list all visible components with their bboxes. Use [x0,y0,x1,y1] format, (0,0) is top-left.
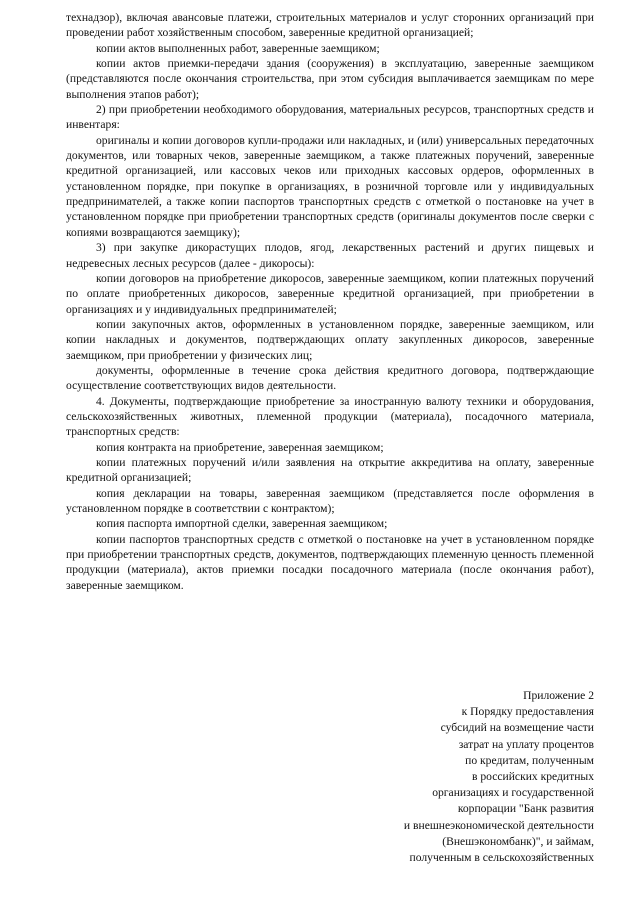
appendix-line: затрат на уплату процентов [458,737,594,751]
paragraph: оригиналы и копии договоров купли-продажи или накладных, и (или) универсальных передаточных документов, или товарных чеков, заверенные заемщиком, а также платежных поручений, заверенные кредитной организацией, или кассовых чеков или приходных кассовых ордеров, оформленных в установленном порядке, при покупке в организациях, в розничной торговле или у индивидуальных предпринимателей, а также копии паспортов транспортных средств с отметкой о постановке на учет в установленном порядке при приобретении транспортных средств (оригиналы документов после сверки с копиями возвращаются заемщику); [66,133,594,239]
paragraph: копии платежных поручений и/или заявления на открытие аккредитива на оплату, заверенные кредитной организацией; [66,455,594,485]
appendix-title: Приложение 2 [523,689,594,702]
appendix-line: корпорации "Банк развития [457,802,594,816]
paragraph: 4. Документы, подтверждающие приобретение за иностранную валюту техники и оборудования, сельскохозяйственных животных, племенной продукции (материала), посадочного материала, транспортных средств: [66,394,594,439]
appendix-line: и внешнеэкономической деятельности [403,818,594,832]
paragraph: 3) при закупке дикорастущих плодов, ягод, лекарственных растений и других пищевых и недревесных лесных ресурсов (далее - дикоросы): [66,241,594,270]
document-body [66,10,594,593]
paragraph: копия паспорта импортной сделки, заверенная заемщиком; [96,517,388,531]
appendix-header [334,688,594,866]
paragraph: копии актов выполненных работ, заверенные заемщиком; [96,41,380,55]
paragraph: копии договоров на приобретение дикоросов, заверенные заемщиком, копии платежных поручений по оплате приобретенных дикоросов, заверенные кредитной организацией, при приобретении в организациях и у индивидуальных предпринимателей; [66,271,594,316]
appendix-line: к Порядку предоставления [461,705,594,719]
appendix-line: в российских кредитных [471,770,594,784]
appendix-line: организациях и государственной [432,786,594,800]
paragraph: копии паспортов транспортных средств с отметкой о постановке на учет в установленном порядке при приобретении транспортных средств, документов, подтверждающих племенную ценность племенной продукции (материала), актов приемки посадки посадочного материала (после окончания работ), заверенные заемщиком. [66,532,594,592]
appendix-line: субсидий на возмещение части [440,721,594,735]
paragraph: документы, оформленные в течение срока действия кредитного договора, подтверждающие осуществление соответствующих видов деятельности. [66,363,594,393]
appendix-line: полученным в сельскохозяйственных [409,851,594,865]
appendix-line: по кредитам, полученным [465,753,594,767]
appendix-line: (Внешэкономбанк)", и займам, [442,834,594,848]
paragraph: копии закупочных актов, оформленных в установленном порядке, заверенные заемщиком, или копии накладных и документов, подтверждающих оплату закупленных дикоросов, заверенные заемщиком, при приобретении у физических лиц; [66,317,594,362]
paragraph: копии актов приемки-передачи здания (сооружения) в эксплуатацию, заверенные заемщиком (представляются после окончания строительства, при этом субсидия выплачивается заемщикам по мере выполнения этапов работ); [66,57,594,101]
paragraph: 2) при приобретении необходимого оборудования, материальных ресурсов, транспортных средств и инвентаря: [66,103,594,132]
paragraph: копия декларации на товары, заверенная заемщиком (представляется после оформления в установленном порядке в соответствии с контрактом); [66,486,594,515]
paragraph: копия контракта на приобретение, заверенная заемщиком; [96,440,384,454]
paragraph: технадзор), включая авансовые платежи, строительных материалов и услуг сторонних организаций при проведении работ хозяйственным способом, заверенные кредитной организацией; [66,11,594,40]
